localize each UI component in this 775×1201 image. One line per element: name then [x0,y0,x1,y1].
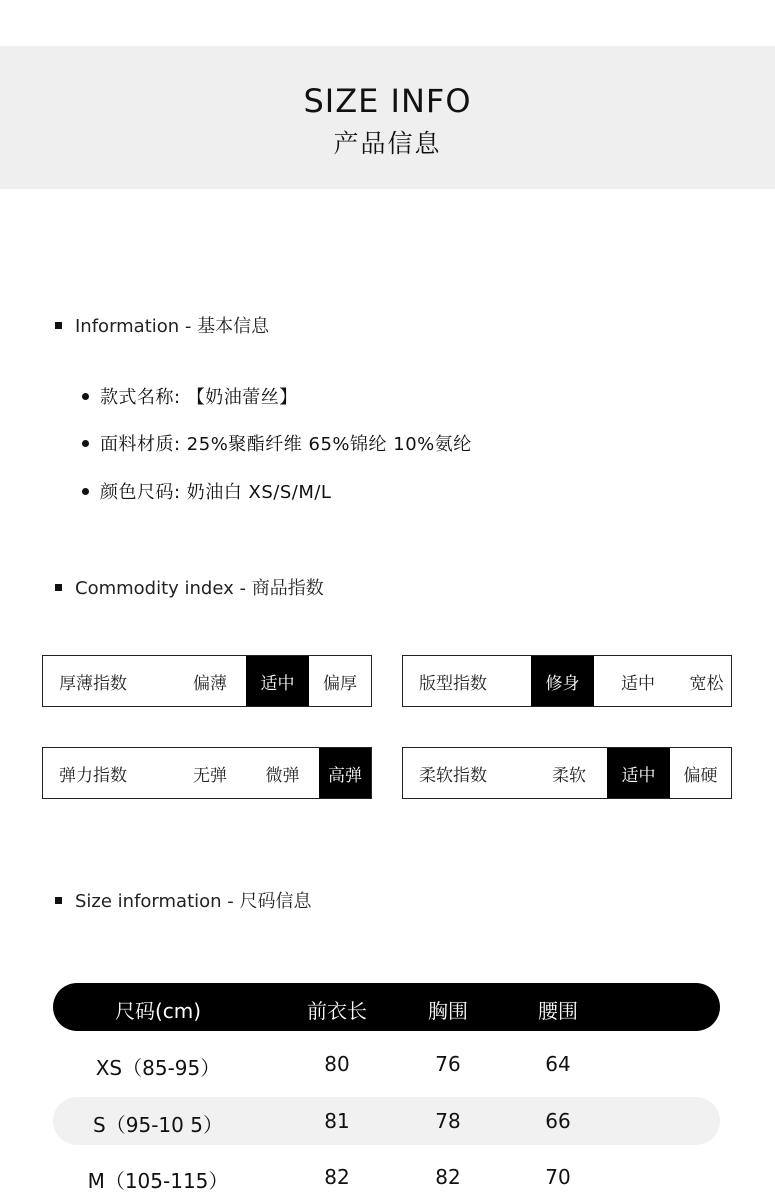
square-bullet-icon [55,322,62,329]
index-option: 偏硬 [683,765,718,786]
header-title-en: SIZE INFO [303,82,472,120]
index-softness [402,747,732,799]
section-information-title [55,312,269,338]
cell-size: XS（85-95） [95,1056,221,1080]
index-option: 偏薄 [193,673,227,694]
header-front-length: 前衣长 [307,999,367,1023]
info-item-fabric [82,430,472,456]
dot-bullet-icon [82,488,89,495]
index-option: 高弹 [319,748,371,798]
table-row [53,1097,720,1145]
cell-bust: 82 [435,1165,461,1189]
page-header [0,46,775,189]
index-label: 柔软指数 [419,765,487,786]
header-bust: 胸围 [428,999,468,1023]
cell-front-length: 80 [324,1052,350,1076]
index-elasticity [42,747,372,799]
square-bullet-icon [55,584,62,591]
header-title-cn: 产品信息 [333,129,442,158]
index-option: 适中 [246,656,309,706]
index-option: 适中 [621,673,655,694]
index-fit [402,655,732,707]
cell-waist: 66 [545,1109,571,1133]
index-option: 偏厚 [323,673,357,694]
cell-size: S（95-10 5） [93,1113,223,1137]
cell-waist: 70 [545,1165,571,1189]
table-row [53,1040,720,1088]
section-size-label: Size information - 尺码信息 [75,891,312,912]
dot-bullet-icon [82,393,89,400]
header-size: 尺码(cm) [114,999,202,1023]
index-option: 适中 [607,748,670,798]
index-option: 无弹 [193,765,227,786]
index-option: 柔软 [552,765,586,786]
index-label: 厚薄指数 [59,673,127,694]
index-option: 修身 [531,656,594,706]
cell-front-length: 82 [324,1165,350,1189]
size-table-header [53,983,720,1031]
info-item-text: 款式名称: 【奶油蕾丝】 [100,387,298,408]
square-bullet-icon [55,897,62,904]
cell-waist: 64 [545,1052,571,1076]
dot-bullet-icon [82,440,89,447]
index-option: 微弹 [265,765,300,786]
table-row [53,1153,720,1201]
index-label: 版型指数 [419,673,487,694]
info-item-style-name [82,383,298,409]
info-item-color-size [82,478,331,504]
cell-size: M（105-115） [87,1169,229,1193]
index-thickness [42,655,372,707]
cell-front-length: 81 [324,1109,350,1133]
section-commodity-title [55,574,324,600]
index-option: 宽松 [689,673,724,694]
cell-bust: 78 [435,1109,461,1133]
index-label: 弹力指数 [59,765,127,786]
section-size-title [55,887,312,913]
section-information-label: Information - 基本信息 [75,316,270,337]
info-item-text: 颜色尺码: 奶油白 XS/S/M/L [100,482,332,503]
cell-bust: 76 [435,1052,461,1076]
info-item-text: 面料材质: 25%聚酯纤维 65%锦纶 10%氨纶 [100,434,472,455]
section-commodity-label: Commodity index - 商品指数 [75,578,324,599]
header-waist: 腰围 [538,999,578,1023]
